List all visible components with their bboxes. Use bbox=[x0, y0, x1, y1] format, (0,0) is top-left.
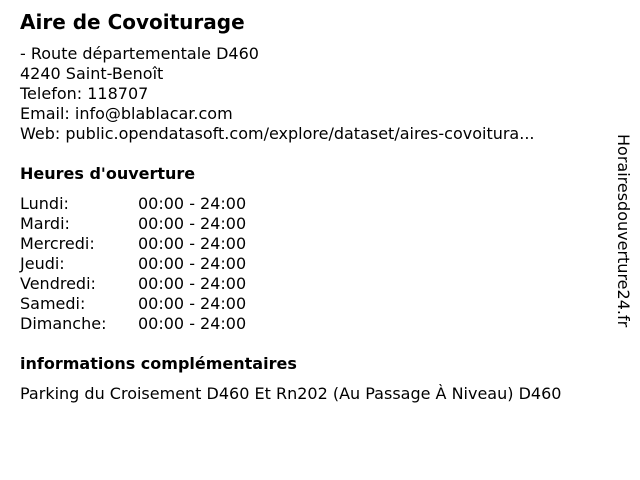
additional-info-text: Parking du Croisement D460 Et Rn202 (Au Passage À Niveau) D460 bbox=[20, 384, 562, 403]
hours-row bbox=[20, 274, 246, 294]
hours-row bbox=[20, 314, 246, 334]
hours-time: 00:00 - 24:00 bbox=[138, 194, 247, 213]
hours-row bbox=[20, 254, 246, 274]
opening-hours-heading: Heures d'ouverture bbox=[20, 164, 196, 183]
hours-row bbox=[20, 294, 246, 314]
address-city: 4240 Saint-Benoît bbox=[20, 64, 164, 83]
opening-hours-table bbox=[20, 194, 246, 334]
hours-row bbox=[20, 194, 246, 214]
address-block bbox=[20, 44, 535, 144]
address-street: - Route départementale D460 bbox=[20, 44, 259, 63]
hours-row bbox=[20, 234, 246, 254]
day-label: Mardi: bbox=[20, 214, 70, 233]
day-label: Samedi: bbox=[20, 294, 86, 313]
phone-number: Telefon: 118707 bbox=[20, 84, 149, 103]
day-label: Vendredi: bbox=[20, 274, 96, 293]
hours-time: 00:00 - 24:00 bbox=[138, 314, 247, 333]
day-label: Lundi: bbox=[20, 194, 69, 213]
hours-time: 00:00 - 24:00 bbox=[138, 254, 247, 273]
day-label: Mercredi: bbox=[20, 234, 95, 253]
hours-time: 00:00 - 24:00 bbox=[138, 234, 247, 253]
watermark-text: Horairesdouverture24.fr bbox=[614, 134, 633, 328]
hours-time: 00:00 - 24:00 bbox=[138, 274, 247, 293]
hours-time: 00:00 - 24:00 bbox=[138, 214, 247, 233]
website-link[interactable]: Web: public.opendatasoft.com/explore/dataset/aires-covoitura... bbox=[20, 124, 535, 143]
day-label: Jeudi: bbox=[20, 254, 65, 273]
email-address: Email: info@blablacar.com bbox=[20, 104, 233, 123]
hours-time: 00:00 - 24:00 bbox=[138, 294, 247, 313]
additional-info-heading: informations complémentaires bbox=[20, 354, 297, 373]
page-title: Aire de Covoiturage bbox=[20, 10, 245, 34]
day-label: Dimanche: bbox=[20, 314, 107, 333]
site-watermark bbox=[612, 134, 634, 370]
hours-row bbox=[20, 214, 246, 234]
